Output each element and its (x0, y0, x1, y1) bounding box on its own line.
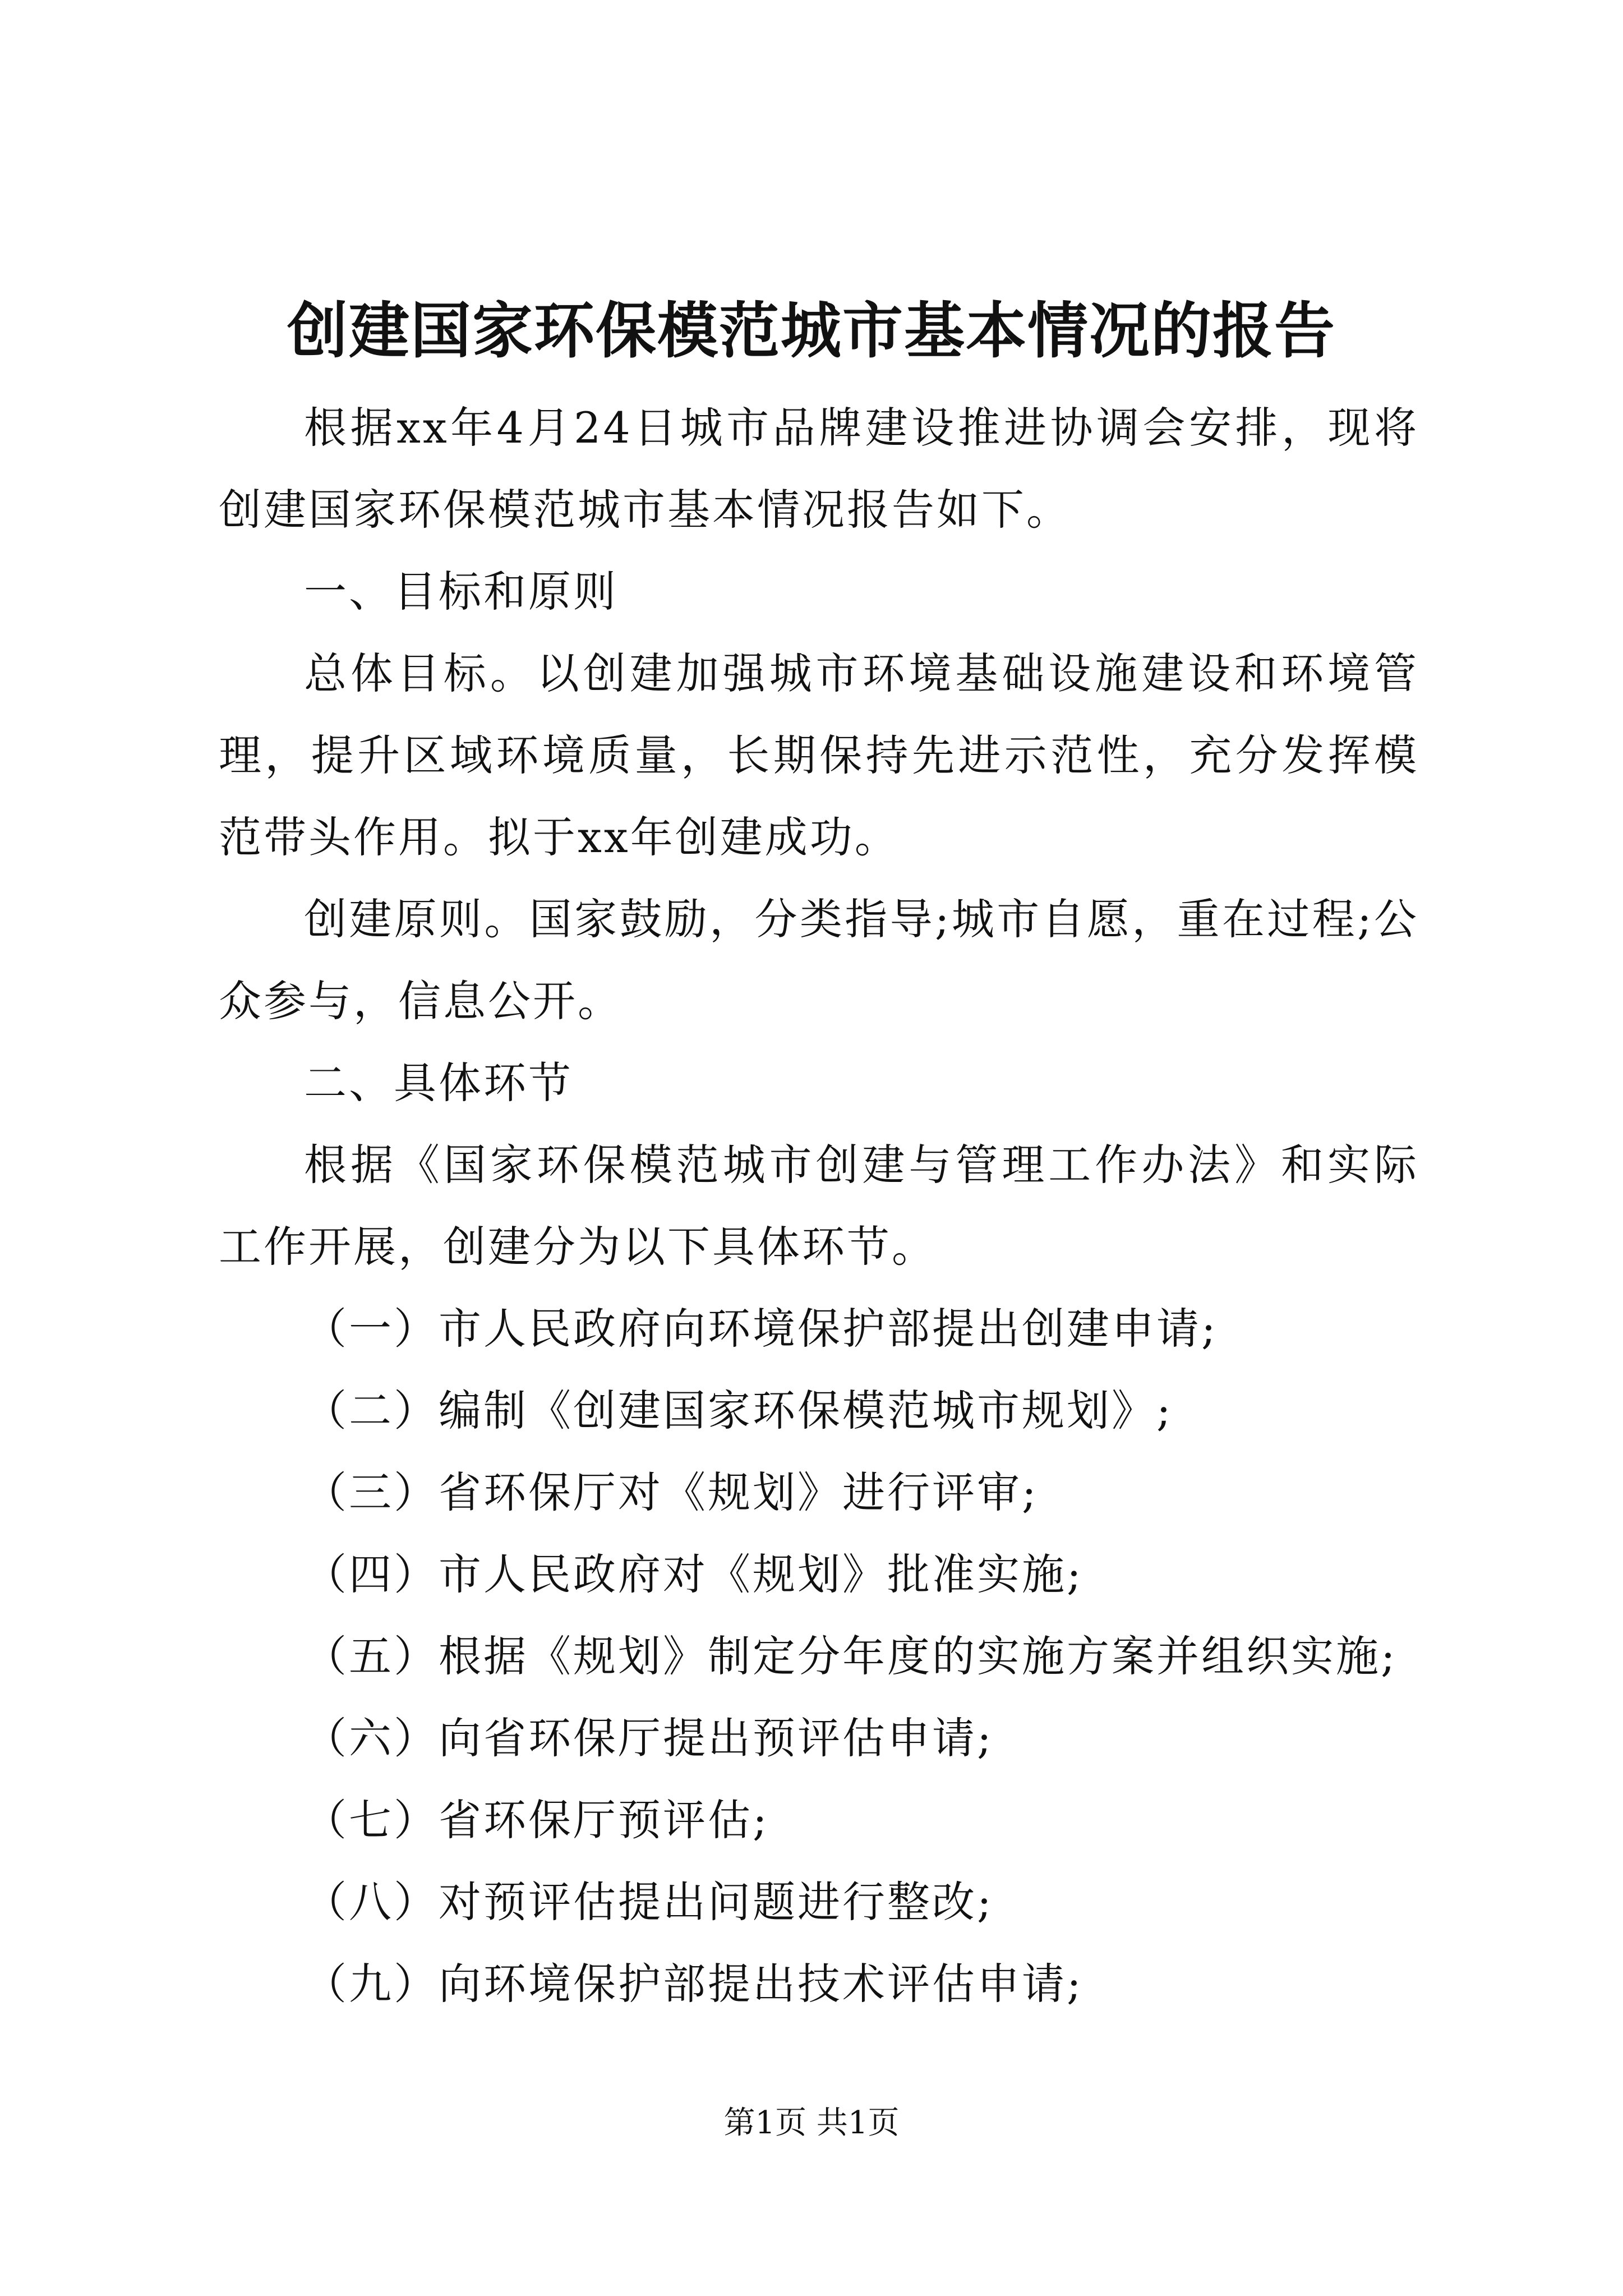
list-item: （七）省环保厅预评估; (304, 1795, 769, 1845)
section-heading-steps: 二、具体环节 (304, 1058, 573, 1108)
list-item: （八）对预评估提出问题进行整改; (304, 1877, 994, 1927)
document-title: 创建国家环保模范城市基本情况的报告 (287, 296, 1336, 366)
list-item: （二）编制《创建国家环保模范城市规划》; (304, 1386, 1173, 1435)
list-item: （五）根据《规划》制定分年度的实施方案并组织实施; (304, 1631, 1398, 1681)
page-footer: 第1页 共1页 (723, 2105, 900, 2141)
list-item: （四）市人民政府对《规划》批准实施; (304, 1549, 1083, 1599)
steps-list (219, 1288, 1419, 2025)
intro-paragraph: 根据xx年4月24日城市品牌建设推进协调会安排，现将创建国家环保模范城市基本情况报告如下。 (219, 403, 1419, 535)
list-item: （九）向环境保护部提出技术评估申请; (304, 1959, 1083, 2009)
overall-goal-paragraph: 总体目标。以创建加强城市环境基础设施建设和环境管理，提升区域环境质量，长期保持先进示范性，充分发挥模范带头作用。拟于xx年创建成功。 (219, 648, 1419, 862)
list-item: （三）省环保厅对《规划》进行评审; (304, 1467, 1039, 1517)
steps-intro-paragraph: 根据《国家环保模范城市创建与管理工作办法》和实际工作开展，创建分为以下具体环节。 (219, 1140, 1419, 1272)
principles-paragraph: 创建原则。国家鼓励，分类指导;城市自愿，重在过程;公众参与，信息公开。 (219, 894, 1419, 1026)
section-heading-goals: 一、目标和原则 (304, 567, 618, 616)
list-item: （一）市人民政府向环境保护部提出创建申请; (304, 1304, 1218, 1354)
document-body (219, 387, 1419, 2025)
list-item: （六）向省环保厅提出预评估申请; (304, 1713, 994, 1763)
